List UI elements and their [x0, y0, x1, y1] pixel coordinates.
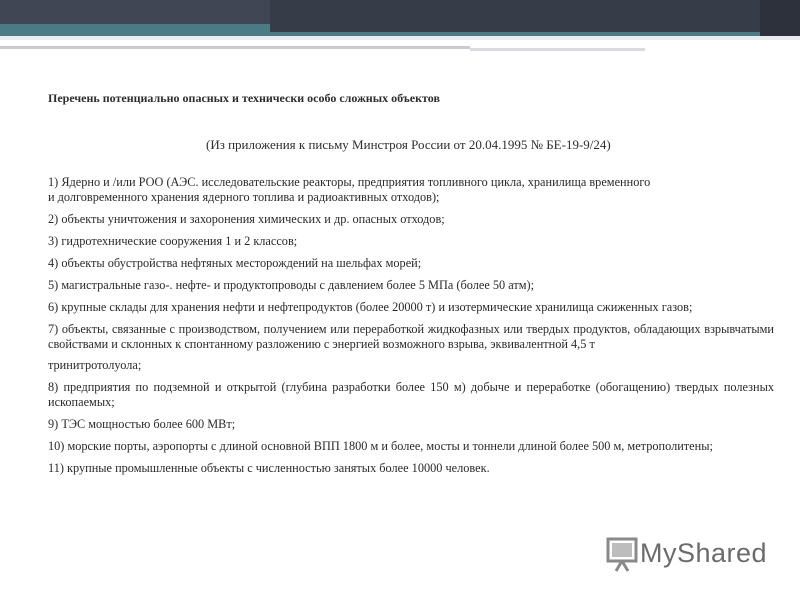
list-item-line: 4) объекты обустройства нефтяных месторождений на шельфах морей; [48, 256, 422, 270]
list-item-line: 2) объекты уничтожения и захоронения химических и др. опасных отходов; [48, 212, 445, 226]
list-item [48, 439, 774, 454]
list-item [48, 300, 774, 315]
list-item-line: 1) Ядерно и /или РОО (АЭС. исследовательские реакторы, предприятия топливного цикла, хранилища временного [48, 175, 651, 189]
list-item-line: 5) магистральные газо-. нефте- и продуктопроводы с давлением более 5 МПа (более 50 атм); [48, 278, 535, 292]
list-item-line: 10) морские порты, аэропорты с длиной основной ВПП 1800 м и более, мосты и тоннели длиной более 500 м, метрополитены; [48, 439, 713, 453]
watermark-logo [606, 535, 776, 575]
list-item [48, 234, 774, 249]
list-item [48, 461, 774, 476]
list-item [48, 212, 774, 227]
document-subtitle: (Из приложения к письму Минстроя России от 20.04.1995 № БЕ-19-9/24) [206, 137, 611, 152]
list-item-line: 11) крупные промышленные объекты с численностью занятых более 10000 человек. [48, 461, 490, 475]
list-item [48, 322, 774, 373]
list-item-line: 9) ТЭС мощностью более 600 МВт; [48, 417, 236, 431]
list-item [48, 256, 774, 271]
divider-line-left [0, 46, 470, 49]
top-band-underline [0, 36, 800, 40]
list-item-line: и долговременного хранения ядерного топлива и радиоактивных отходов); [48, 190, 440, 204]
list-item [48, 175, 774, 205]
list-item [48, 380, 774, 410]
list-item [48, 417, 774, 432]
top-band-corner [760, 0, 800, 36]
presentation-screen-icon [606, 535, 638, 573]
object-list [48, 175, 774, 483]
divider-line-right [470, 48, 645, 51]
watermark-text: MyShared [640, 538, 768, 568]
list-item-line: 8) предприятия по подземной и открытой (глубина разработки более 150 м) добыче и переработке (обогащению) твердых полезных ископаемых; [48, 380, 774, 409]
list-item [48, 278, 774, 293]
document-title: Перечень потенциально опасных и технически особо сложных объектов [48, 91, 440, 105]
top-band-dark-right [270, 0, 800, 32]
top-decorative-bar [0, 0, 800, 40]
list-item-line: 6) крупные склады для хранения нефти и нефтепродуктов (более 20000 т) и изотермические хранилища сжиженных газов; [48, 300, 693, 314]
list-item-line: 3) гидротехнические сооружения 1 и 2 классов; [48, 234, 298, 248]
list-item-line: тринитротолуола; [48, 358, 142, 372]
list-item-line: 7) объекты, связанные с производством, получением или переработкой жидкофазных или твердых продуктов, обладающих взрывчатыми свойствами и склонных к спонтанному разложению с энергией возможного взрыва, эквивалентной 4,5 т [48, 322, 774, 351]
